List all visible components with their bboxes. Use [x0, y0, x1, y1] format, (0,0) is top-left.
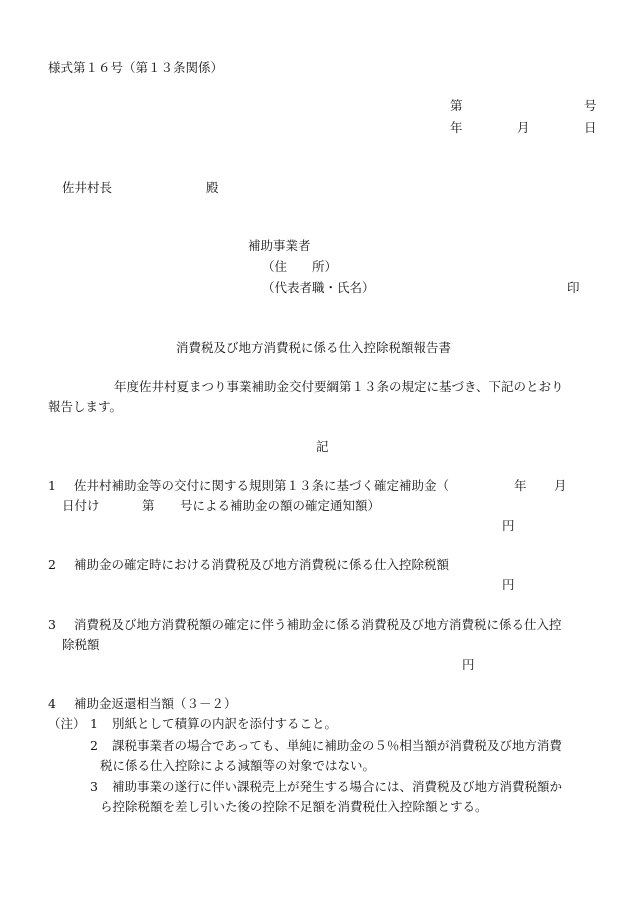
intro-line-2: 報告します。: [48, 399, 123, 414]
item-2-unit: 円: [502, 577, 515, 592]
item-3-unit: 円: [462, 657, 475, 672]
note-1-number: 1: [90, 716, 98, 731]
item-3-number: 3: [48, 617, 56, 632]
note-2-text-2: 税に係る仕入控除による減額等の対象ではない。: [100, 758, 376, 773]
item-1-day: 日付け: [62, 498, 100, 513]
item-1-month: 月: [554, 478, 567, 493]
item-4-text: 補助金返還相当額（３－２）: [74, 696, 237, 711]
ki-heading: 記: [316, 439, 329, 454]
note-2-number: 2: [90, 738, 98, 753]
item-1-dai: 第: [142, 498, 155, 513]
notes-label: （注）: [48, 716, 86, 731]
addressee-honorific: 殿: [206, 180, 219, 195]
item-1-number: 1: [48, 478, 56, 493]
addressee-name: 佐井村長: [62, 180, 113, 195]
item-3-text: 消費税及び地方消費税額の確定に伴う補助金に係る消費税及び地方消費税に係る仕入控: [74, 617, 562, 632]
note-2-text: 課税事業者の場合であっても、単純に補助金の５％相当額が消費税及び地方消費: [112, 738, 562, 753]
note-3-text-2: ら控除税額を差し引いた後の控除不足額を消費税仕入控除額とする。: [100, 799, 488, 814]
seal-mark: 印: [567, 280, 580, 295]
note-1-text: 別紙として積算の内訳を添付すること。: [112, 716, 338, 731]
item-1-unit: 円: [502, 518, 515, 533]
note-3-number: 3: [90, 779, 98, 794]
item-2-text: 補助金の確定時における消費税及び地方消費税に係る仕入控除税額: [74, 557, 450, 572]
intro-line-1: 年度佐井村夏まつり事業補助金交付要綱第１３条の規定に基づき、下記のとおり: [114, 379, 564, 394]
doc-number-label: 第: [450, 98, 463, 113]
item-2-number: 2: [48, 557, 56, 572]
form-number: 様式第１６号（第１３条関係）: [48, 60, 224, 75]
document-title: 消費税及び地方消費税に係る仕入控除税額報告書: [176, 340, 452, 355]
applicant-address-label: （住 所）: [262, 259, 338, 274]
item-1-text: 佐井村補助金等の交付に関する規則第１３条に基づく確定補助金（: [74, 478, 450, 493]
date-day: 日: [584, 120, 597, 135]
item-1-text-2: 号による補助金の額の確定通知額）: [180, 498, 381, 513]
date-month: 月: [517, 120, 530, 135]
date-year: 年: [450, 120, 463, 135]
item-1-year: 年: [514, 478, 527, 493]
item-3-text-2: 除税額: [62, 637, 100, 652]
note-3-text: 補助事業の遂行に伴い課税売上が発生する場合には、消費税及び地方消費税額か: [112, 779, 563, 794]
doc-number-suffix: 号: [584, 98, 597, 113]
applicant-heading: 補助事業者: [248, 238, 311, 253]
applicant-representative-label: （代表者職・氏名）: [262, 280, 375, 295]
item-4-number: 4: [48, 696, 56, 711]
